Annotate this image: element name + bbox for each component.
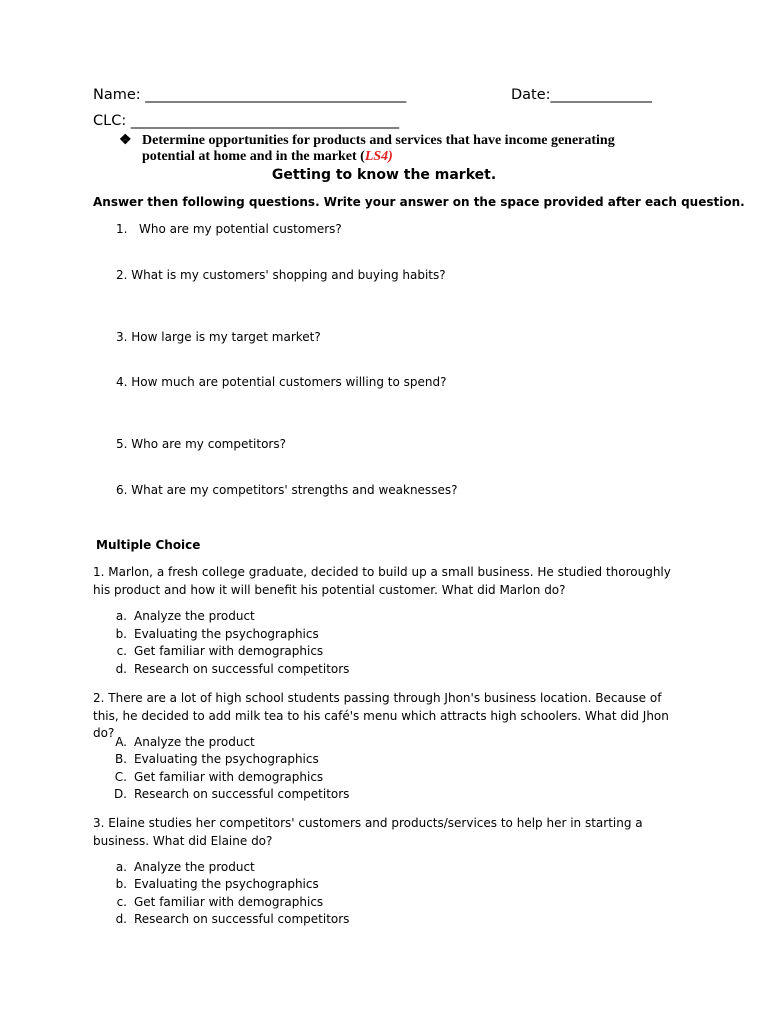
option-text: Evaluating the psychographics bbox=[134, 627, 319, 641]
option-text: Research on successful competitors bbox=[134, 787, 350, 801]
option-text: Analyze the product bbox=[134, 609, 255, 623]
option-letter: a. bbox=[115, 609, 127, 623]
option-letter: D. bbox=[113, 787, 127, 801]
option-text: Analyze the product bbox=[134, 735, 255, 749]
mc-question-1: 1. Marlon, a fresh college graduate, decided to build up a small business. He studied thoroughly his product and how it will benefit his potential customer. What did Marlon do? bbox=[93, 565, 671, 597]
objective-line-2 bbox=[142, 149, 393, 165]
mc-question-2: 2. There are a lot of high school students passing through Jhon's business location. Because of this, he decided to add milk tea to his café's menu which attracts high schoolers. What did Jhon do? bbox=[93, 691, 669, 740]
mc-3-option-a bbox=[104, 860, 255, 874]
mc-1-option-a bbox=[104, 609, 255, 623]
option-letter: b. bbox=[115, 627, 127, 641]
question-6: 6. What are my competitors' strengths and weaknesses? bbox=[116, 483, 458, 497]
mc-3-option-b bbox=[104, 877, 319, 891]
page-title: Getting to know the market. bbox=[271, 167, 497, 183]
date-field-label: Date:______________ bbox=[511, 87, 653, 103]
mc-question-3: 3. Elaine studies her competitors' customers and products/services to help her in starting a business. What did Elaine do? bbox=[93, 816, 643, 848]
mc-2-option-c bbox=[104, 770, 323, 784]
mc-1-option-c bbox=[104, 644, 323, 658]
option-text: Get familiar with demographics bbox=[134, 644, 324, 658]
mc-3-option-d bbox=[104, 912, 349, 926]
question-4: 4. How much are potential customers willing to spend? bbox=[116, 375, 447, 389]
mc-3-option-c bbox=[104, 895, 323, 909]
option-letter: A. bbox=[115, 735, 127, 749]
option-text: Research on successful competitors bbox=[134, 662, 350, 676]
question-5: 5. Who are my competitors? bbox=[116, 437, 286, 451]
objective-line-2-text: potential at home and in the market ( bbox=[142, 149, 365, 164]
mc-1-option-b bbox=[104, 627, 319, 641]
option-letter: C. bbox=[114, 770, 127, 784]
multiple-choice-heading: Multiple Choice bbox=[96, 538, 201, 552]
competency-code: LS4) bbox=[364, 149, 393, 164]
mc-1-option-d bbox=[104, 662, 349, 676]
objective-bullet: ❖ bbox=[119, 133, 132, 148]
question-1-number: 1. bbox=[116, 222, 128, 236]
objective-line-1: Determine opportunities for products and services that have income generating bbox=[142, 133, 615, 148]
option-letter: d. bbox=[115, 662, 127, 676]
clc-field-label: CLC: _____________________________________ bbox=[93, 113, 400, 129]
question-1: Who are my potential customers? bbox=[139, 222, 342, 236]
option-text: Evaluating the psychographics bbox=[134, 752, 319, 766]
option-text: Research on successful competitors bbox=[134, 912, 350, 926]
option-letter: a. bbox=[115, 860, 127, 874]
option-text: Get familiar with demographics bbox=[134, 895, 324, 909]
mc-2-option-b bbox=[104, 752, 319, 766]
option-letter: c. bbox=[116, 644, 127, 658]
mc-2-option-a bbox=[104, 735, 255, 749]
option-text: Analyze the product bbox=[134, 860, 255, 874]
mc-2-option-d bbox=[104, 787, 349, 801]
option-text: Evaluating the psychographics bbox=[134, 877, 319, 891]
question-3: 3. How large is my target market? bbox=[116, 330, 321, 344]
name-field-label: Name: ____________________________________ bbox=[93, 87, 407, 103]
instructions: Answer then following questions. Write your answer on the space provided after each question. bbox=[93, 195, 745, 209]
option-letter: B. bbox=[114, 752, 127, 766]
option-text: Get familiar with demographics bbox=[134, 770, 324, 784]
option-letter: c. bbox=[116, 895, 127, 909]
option-letter: d. bbox=[115, 912, 127, 926]
question-2: 2. What is my customers' shopping and buying habits? bbox=[116, 268, 446, 282]
option-letter: b. bbox=[115, 877, 127, 891]
